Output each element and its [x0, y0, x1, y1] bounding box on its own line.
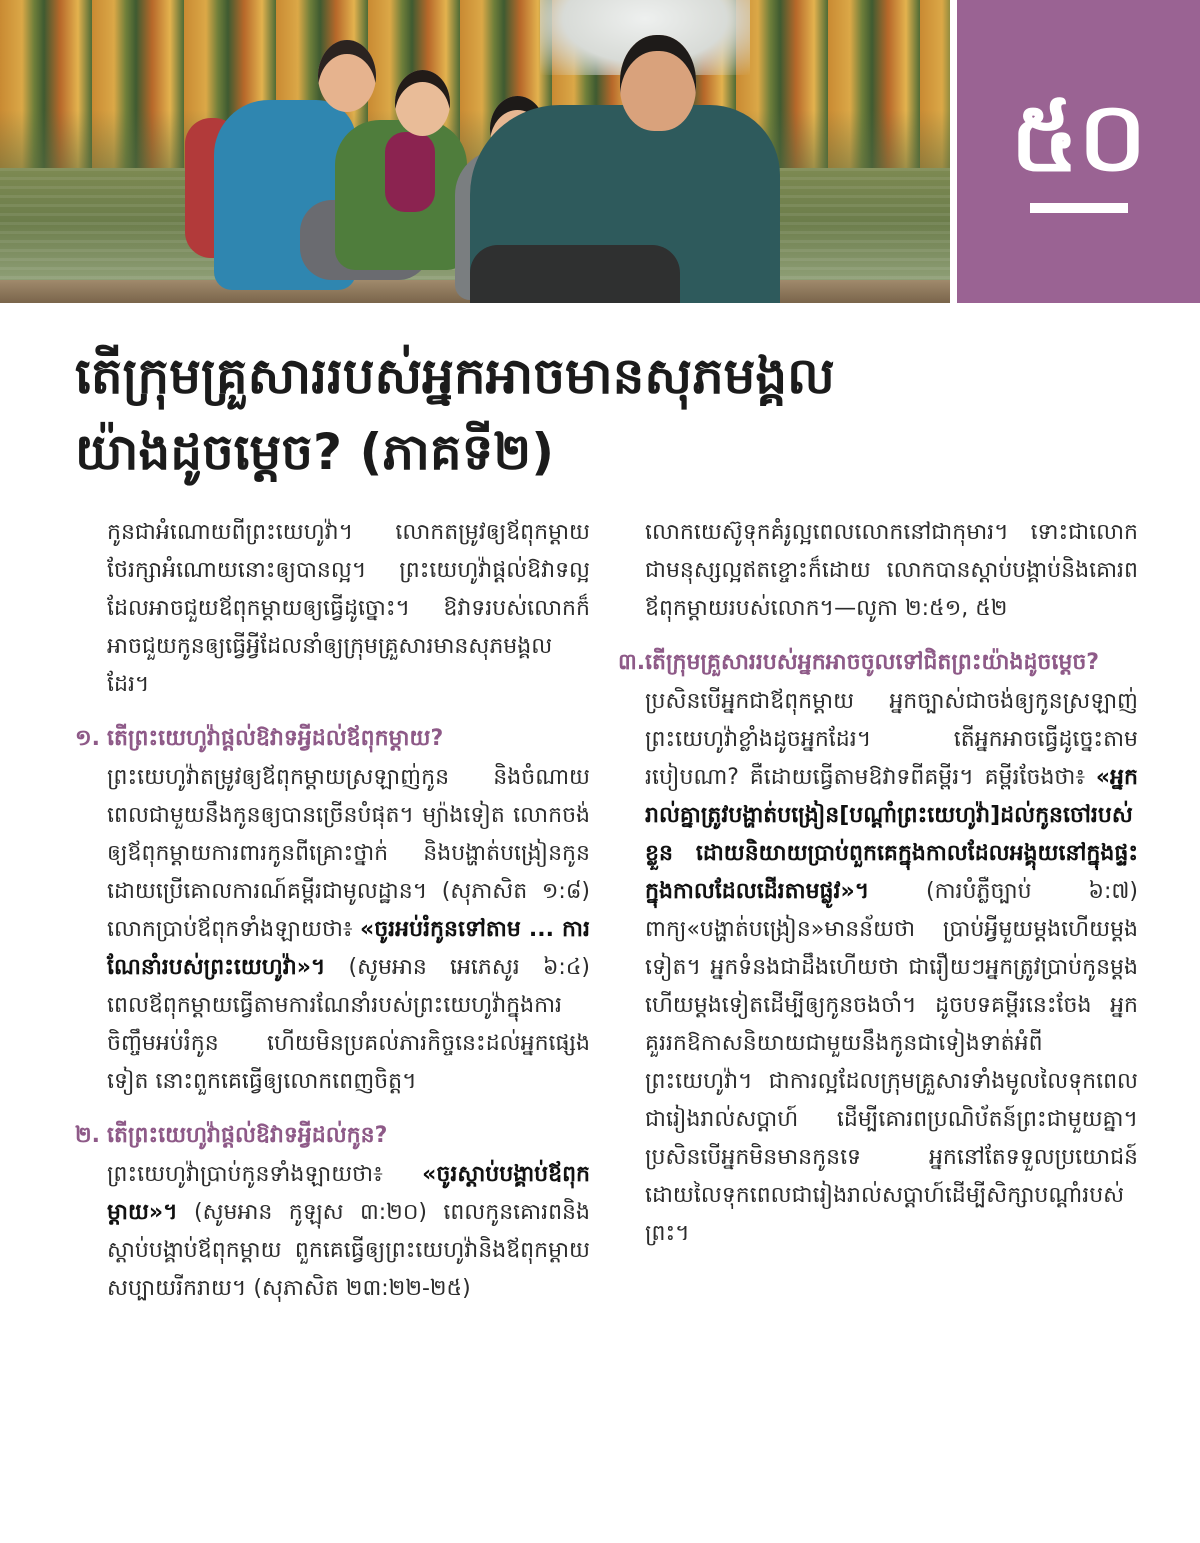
photo-father-legs [470, 245, 680, 303]
section-2-body [107, 1156, 590, 1308]
intro-paragraph: កូនជាអំណោយពីព្រះយេហូវ៉ា។ លោកតម្រូវឲ្យឪពុកម្ដាយថែរក្សាអំណោយនោះឲ្យបានល្អ។ ព្រះយេហូវ៉ាផ្ដល់ឱវាទល្អដែលអាចជួយឪពុកម្ដាយឲ្យធ្វើដូច្នោះ។ ឱវាទរបស់លោកក៏អាចជួយកូនឲ្យធ្វើអ្វីដែលនាំឲ្យក្រុមគ្រួសារមានសុភមង្គលដែរ។ [107, 520, 590, 697]
section-2-scripture-quote: «ចូរស្ដាប់បង្គាប់ឪពុកម្ដាយ»។ [107, 1162, 590, 1225]
lesson-title-line-1: តើក្រុមគ្រួសាររបស់អ្នកអាចមានសុភមង្គល [75, 347, 835, 405]
photo-father-head [620, 35, 696, 131]
section-3-heading [618, 644, 1138, 681]
lesson-title-line-2: យ៉ាងដូចម្ដេច? (ភាគទី២) [75, 423, 555, 481]
lesson-number: ៥០ [1010, 82, 1147, 192]
section-2-heading-text: តើព្រះយេហូវ៉ាផ្ដល់ឱវាទអ្វីដល់កូន? [107, 1123, 388, 1148]
section-1-heading [75, 720, 590, 757]
section-1-body [107, 759, 590, 1101]
lesson-number-badge [957, 0, 1200, 303]
section-1-number: ១. [75, 726, 101, 751]
section-2-number: ២. [75, 1123, 101, 1148]
photo-daughter-shirt [385, 132, 435, 212]
section-2-body-text: ព្រះយេហូវ៉ាប្រាប់កូនទាំងឡាយថា៖ [107, 1162, 423, 1187]
section-3-body-text: ប្រសិនបើអ្នកជាឪពុកម្ដាយ អ្នកច្បាស់ជាចង់ឲ្យកូនស្រឡាញ់ព្រះយេហូវ៉ាខ្លាំងដូចអ្នកដែរ។ តើអ្នកអាចធ្វើដូច្នេះតាមរបៀបណា? គឺដោយធ្វើតាមឱវាទពីគម្ពីរ។ គម្ពីរចែងថា៖ [645, 689, 1138, 790]
lesson-title [75, 338, 1155, 490]
section-3-number: ៣. [618, 650, 646, 675]
section-1-body-text: ព្រះយេហូវ៉ាតម្រូវឲ្យឪពុកម្ដាយស្រឡាញ់កូន និងចំណាយពេលជាមួយនឹងកូនឲ្យបានច្រើនបំផុត។ ម្យ៉ាងទៀត លោកចង់ឲ្យឪពុកម្ដាយការពារកូនពីគ្រោះថ្នាក់ និងបង្ហាត់បង្រៀនកូនដោយប្រើគោលការណ៍គម្ពីរជាមូលដ្ឋាន។ (សុភាសិត ១:៨) លោកប្រាប់ឪពុកទាំងឡាយថា៖ [107, 765, 590, 942]
family-photo [0, 0, 950, 303]
section-2-body-text-after: (សូមអាន កូឡុស ៣:២០) ពេលកូនគោរពនិងស្ដាប់បង្គាប់ឪពុកម្ដាយ ពួកគេធ្វើឲ្យព្រះយេហូវ៉ានិងឪពុកម្ដាយសប្បាយរីករាយ។ (សុភាសិត ២៣:២២-២៥) [107, 1200, 590, 1301]
section-3-body [645, 683, 1138, 1253]
section-1-heading-text: តើព្រះយេហូវ៉ាផ្ដល់ឱវាទអ្វីដល់ឪពុកម្ដាយ? [107, 726, 444, 751]
left-column [75, 514, 590, 1514]
section-3-heading-text: តើក្រុមគ្រួសាររបស់អ្នកអាចចូលទៅជិតព្រះយ៉ាងដូចម្ដេច? [645, 650, 1100, 675]
section-3-body-text-after: (ការបំភ្លឺច្បាប់ ៦:៧) ពាក្យ«បង្ហាត់បង្រៀន»មានន័យថា ប្រាប់អ្វីមួយម្ដងហើយម្ដងទៀត។ អ្នកទំនងជាដឹងហើយថា ជារឿយៗអ្នកត្រូវប្រាប់កូនម្ដងហើយម្ដងទៀតដើម្បីឲ្យកូនចងចាំ។ ដូចបទគម្ពីរនេះចែង អ្នកគួររកឱកាសនិយាយជាមួយនឹងកូនជាទៀងទាត់អំពីព្រះយេហូវ៉ា។ ជាការល្អដែលក្រុមគ្រួសារទាំងមូលលៃទុកពេលជារៀងរាល់សប្ដាហ៍ ដើម្បីគោរពប្រណិប័តន៍ព្រះជាមួយគ្នា។ ប្រសិនបើអ្នកមិនមានកូនទេ អ្នកនៅតែទទួលប្រយោជន៍ដោយលៃទុកពេលជារៀងរាល់សប្ដាហ៍ដើម្បីសិក្សាបណ្ដាំរបស់ព្រះ។ [645, 879, 1138, 1246]
right-column [618, 514, 1138, 1514]
section-1-body-text-after: (សូមអាន អេភេសូរ ៦:៤) ពេលឪពុកម្ដាយធ្វើតាមការណែនាំរបស់ព្រះយេហូវ៉ាក្នុងការចិញ្ចឹមអប់រំកូន ហើយមិនប្រគល់ភារកិច្ចនេះដល់អ្នកផ្សេងទៀត នោះពួកគេធ្វើឲ្យលោកពេញចិត្ត។ [107, 955, 590, 1094]
photo-daughter-head [395, 70, 450, 136]
section-2-heading [75, 1117, 590, 1154]
lesson-number-underline [1030, 203, 1128, 213]
photo-mother-head [318, 40, 376, 112]
section-1-scripture-quote: «ចូរអប់រំកូនទៅតាម ... ការណែនាំរបស់ព្រះយេហូវ៉ា»។ [107, 917, 590, 980]
section-2-body-continuation: លោកយេស៊ូទុកគំរូល្អពេលលោកនៅជាកុមារ។ ទោះជាលោកជាមនុស្សល្អឥតខ្ចោះក៏ដោយ លោកបានស្ដាប់បង្គាប់និងគោរពឪពុកម្ដាយរបស់លោក។—លូកា ២:៥១, ៥២ [645, 520, 1138, 621]
section-3-scripture-quote: «អ្នករាល់គ្នាត្រូវបង្ហាត់បង្រៀន[បណ្ដាំព្រះយេហូវ៉ា]ដល់កូនចៅរបស់ខ្លួន ដោយនិយាយប្រាប់ពួកគេក្នុងកាលដែលអង្គុយនៅក្នុងផ្ទះ ក្នុងកាលដែលដើរតាមផ្លូវ»។ [645, 765, 1138, 904]
